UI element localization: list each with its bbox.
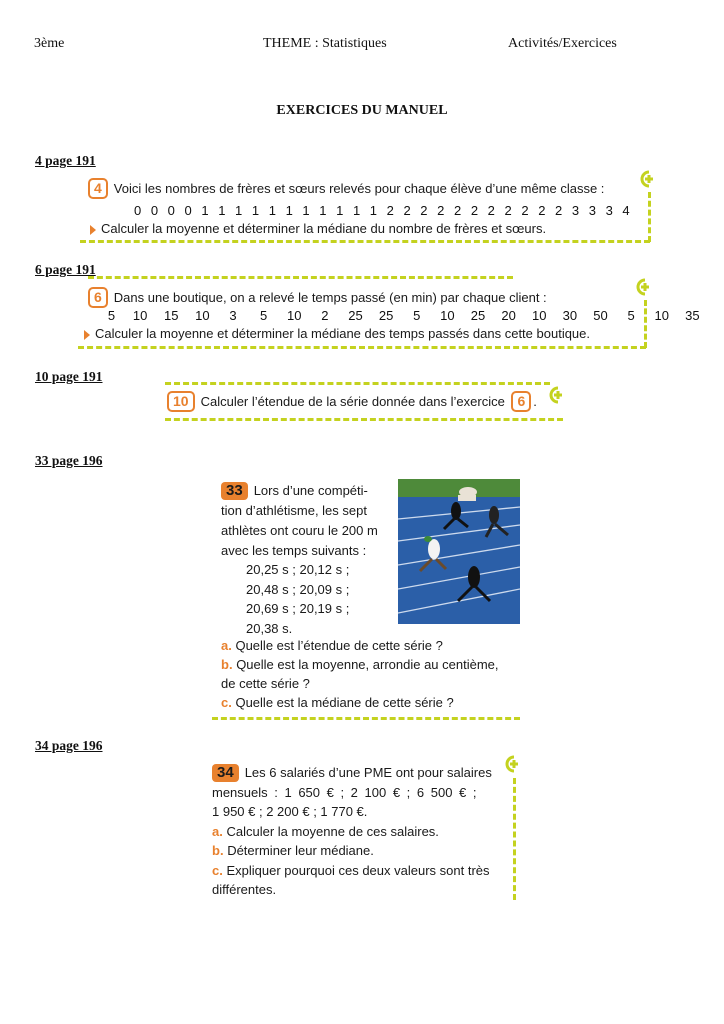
ex6-value: 25	[470, 308, 486, 323]
ex10-ref-badge: 6	[511, 391, 531, 412]
question-text: Expliquer pourquoi ces deux valeurs sont très	[226, 862, 490, 878]
ex33-question-b-cont: de cette série ?	[221, 676, 310, 691]
athletics-photo	[398, 479, 520, 624]
ex33-intro-line: athlètes ont couru le 200 m	[221, 523, 378, 538]
ex6-intro-line	[88, 287, 547, 308]
ex6-intro: Dans une boutique, on a relevé le temps passé (en min) par chaque client :	[113, 290, 547, 305]
ex4-task-line	[90, 221, 546, 236]
ex6-value: 3	[229, 308, 237, 323]
ex6-value: 5	[413, 308, 421, 323]
ex6-border-right	[644, 300, 647, 348]
ex6-value: 15	[164, 308, 179, 323]
question-label: c.	[212, 862, 223, 878]
ex4-intro: Voici les nombres de frères et sœurs relevés pour chaque élève d’une même classe :	[113, 181, 605, 196]
ex6-value: 10	[532, 308, 547, 323]
ex10-border-bottom	[165, 418, 563, 421]
ex10-end: .	[533, 394, 537, 409]
ex4-task: Calculer la moyenne et déterminer la médiane du nombre de frères et sœurs.	[101, 221, 547, 236]
question-text: Quelle est la moyenne, arrondie au centième,	[236, 657, 499, 672]
ex34-reference: 34 page 196	[35, 738, 103, 753]
ex33-intro	[221, 481, 378, 561]
ex6-value: 10	[440, 308, 455, 323]
ex10-text: Calculer l’étendue de la série donnée dans l’exercice	[200, 394, 505, 409]
ex10-border-top	[165, 382, 550, 385]
ex33-question-a	[221, 638, 443, 653]
ex34-border-right	[513, 778, 516, 900]
question-text: Quelle est l’étendue de cette série ?	[235, 638, 443, 653]
header-theme: THEME : Statistiques	[263, 36, 387, 51]
ex6-value: 2	[321, 308, 329, 323]
ex6-value: 10	[132, 308, 148, 323]
ex10-text-line	[167, 391, 537, 412]
ex33-question-c	[221, 695, 454, 710]
ex6-value: 5	[627, 308, 635, 323]
ex6-value: 5	[107, 308, 116, 323]
ex6-task: Calculer la moyenne et déterminer la médiane des temps passés dans cette boutique.	[95, 326, 591, 341]
ex6-value: 10	[287, 308, 302, 323]
ex6-value: 35	[685, 308, 700, 323]
arrow-bullet-icon	[90, 225, 96, 235]
question-label: b.	[221, 657, 233, 672]
ex6-value: 10	[195, 308, 210, 323]
ex33-question-b	[221, 657, 499, 672]
ex4-series: 0 0 0 0 1 1 1 1 1 1 1 1 1 1 1 2 2 2 2 2 2 2 2 2 2 2 3 3 3 4	[134, 203, 632, 218]
question-label: a.	[212, 823, 223, 839]
ex34-statement	[212, 763, 492, 900]
plus-difficulty-icon	[640, 170, 658, 192]
ex6-task-line	[84, 326, 590, 341]
ex34-line: mensuels : 1 650 € ; 2 100 € ; 6 500 € ;	[212, 784, 477, 800]
ex33-intro-line: Lors d’une compéti-	[253, 483, 368, 498]
plus-difficulty-icon	[636, 278, 654, 300]
ex6-border-bottom	[78, 346, 646, 349]
question-label: a.	[221, 638, 232, 653]
ex4-border-right	[648, 192, 651, 242]
question-text: Quelle est la médiane de cette série ?	[235, 695, 454, 710]
plus-difficulty-icon	[505, 755, 523, 777]
ex33-intro-line: tion d’athlétisme, les sept	[221, 503, 367, 518]
question-text: différentes.	[212, 882, 277, 897]
question-text: Calculer la moyenne de ces salaires.	[226, 823, 439, 839]
ex33-time-line: 20,69 s ; 20,19 s ;	[246, 601, 350, 616]
ex6-reference: 6 page 191	[35, 262, 96, 277]
ex6-value: 50	[593, 308, 608, 323]
ex33-time-line: 20,38 s.	[246, 620, 293, 636]
ex34-line: Les 6 salariés d’une PME ont pour salaires	[244, 765, 492, 780]
ex33-border-bottom	[212, 717, 520, 720]
ex6-value: 20	[501, 308, 516, 323]
header-class-level: 3ème	[34, 36, 65, 51]
ex10-number-badge: 10	[167, 391, 195, 412]
ex6-series	[100, 308, 706, 323]
ex33-time-line: 20,48 s ; 20,09 s ;	[246, 581, 350, 597]
ex6-value: 30	[562, 308, 578, 323]
arrow-bullet-icon	[84, 330, 90, 340]
ex33-times	[246, 560, 349, 638]
question-label: b.	[212, 843, 224, 858]
ex33-reference: 33 page 196	[35, 453, 103, 468]
ex6-value: 5	[260, 308, 268, 323]
ex33-intro-line: avec les temps suivants :	[221, 543, 367, 558]
ex34-number-badge: 34	[212, 764, 239, 782]
header-section: Activités/Exercices	[508, 36, 617, 51]
ex6-border-top	[88, 276, 513, 279]
ex4-reference: 4 page 191	[35, 153, 96, 168]
ex6-value: 25	[348, 308, 363, 323]
ex4-intro-line	[88, 178, 604, 199]
ex33-number-badge: 33	[221, 482, 248, 500]
ex34-line: 1 950 € ; 2 200 € ; 1 770 €.	[212, 804, 368, 819]
ex4-number-badge: 4	[88, 178, 108, 199]
ex6-value: 10	[654, 308, 669, 323]
page-title: EXERCICES DU MANUEL	[276, 103, 448, 118]
ex6-value: 25	[378, 308, 394, 323]
question-text: Déterminer leur médiane.	[227, 843, 374, 858]
plus-difficulty-icon	[549, 386, 567, 408]
ex4-border-bottom	[80, 240, 650, 243]
ex33-time-line: 20,25 s ; 20,12 s ;	[246, 562, 350, 577]
ex6-number-badge: 6	[88, 287, 108, 308]
question-label: c.	[221, 695, 232, 710]
ex10-reference: 10 page 191	[35, 369, 103, 384]
